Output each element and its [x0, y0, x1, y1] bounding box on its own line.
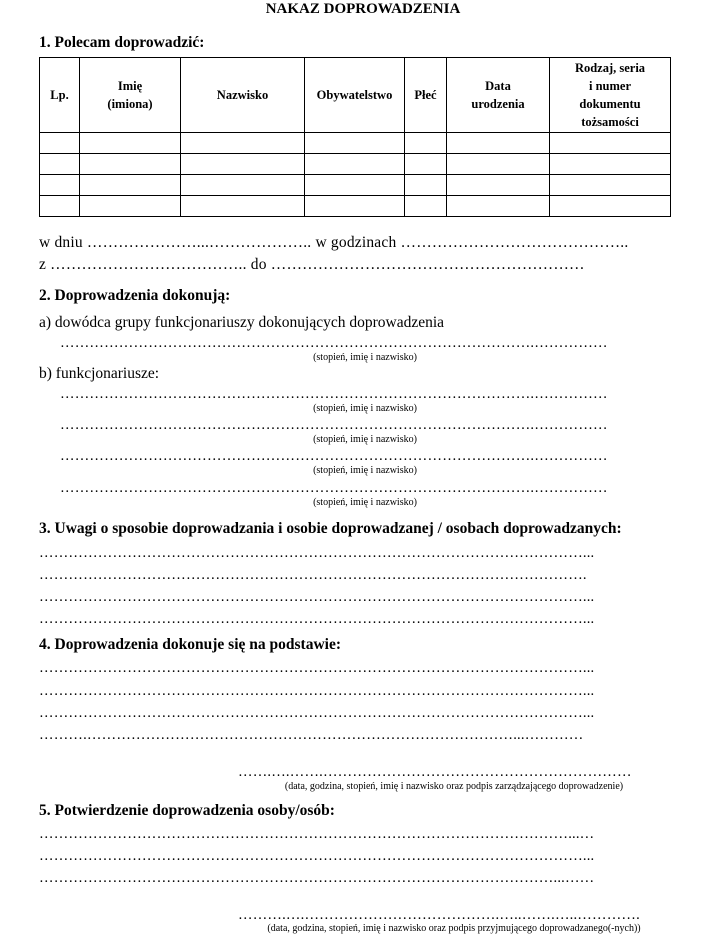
table-cell[interactable] [447, 133, 550, 154]
commander-label: a) dowódca grupy funkcjonariuszy dokonujących doprowadzenia [39, 314, 445, 331]
header-text-line: Data [485, 79, 511, 93]
table-row [40, 196, 671, 217]
section-4-heading: 4. Doprowadzenia dokonuje się na podstawie: [39, 636, 342, 653]
table-cell[interactable] [305, 133, 405, 154]
header-text-line: (imiona) [107, 97, 153, 111]
ordering-signature-line[interactable]: …….….…….……………………………………………………… [238, 764, 632, 780]
officer-caption: (stopień, imię i nazwisko) [313, 497, 417, 508]
header-text-line: Imię [117, 79, 143, 93]
table-cell[interactable] [181, 133, 305, 154]
table-cell[interactable] [447, 154, 550, 175]
header-text-line: Obywatelstwo [316, 88, 393, 102]
table-cell[interactable] [405, 196, 447, 217]
table-cell[interactable] [305, 175, 405, 196]
remarks-line[interactable]: …………………………………………………………………………………………………... [39, 611, 595, 627]
remarks-line[interactable]: …………………………………………………………………………………………………... [39, 589, 595, 605]
basis-line[interactable]: ……….……………………………………………………………………………...………… [39, 727, 584, 743]
table-cell[interactable] [181, 175, 305, 196]
table-row [40, 175, 671, 196]
table-cell[interactable] [40, 133, 80, 154]
section-5-heading: 5. Potwierdzenie doprowadzenia osoby/osób: [39, 802, 335, 819]
header-dokument [550, 58, 671, 133]
confirmation-line[interactable]: ………………………………………………………………………………………………...… [39, 826, 595, 842]
basis-line[interactable]: …………………………………………………………………………………………………... [39, 705, 595, 721]
basis-line[interactable]: …………………………………………………………………………………………………... [39, 660, 595, 676]
header-obywatelstwo [305, 58, 405, 133]
table-cell[interactable] [550, 133, 671, 154]
table-row [40, 133, 671, 154]
table-cell[interactable] [305, 196, 405, 217]
table-cell[interactable] [405, 133, 447, 154]
confirmation-line[interactable]: ……………………………………………………………………………………………...…… [39, 870, 595, 886]
document-title: NAKAZ DOPROWADZENIA [265, 1, 461, 17]
officer-caption: (stopień, imię i nazwisko) [313, 403, 417, 414]
header-text-line: dokumentu [579, 97, 641, 111]
officer-caption: (stopień, imię i nazwisko) [313, 434, 417, 445]
officer-dots-line[interactable]: …………………………………………………………………………………….…………… [60, 417, 608, 433]
header-text-line: i numer [588, 79, 631, 93]
header-text-line: Lp. [50, 88, 69, 102]
commander-dots-line[interactable]: …………………………………………………………………………………….…………… [60, 335, 608, 351]
table-cell[interactable] [40, 196, 80, 217]
table-cell[interactable] [405, 154, 447, 175]
commander-caption: (stopień, imię i nazwisko) [313, 352, 417, 363]
receiving-signature-line[interactable]: ……….….………………………………….…..…….…..…………. [238, 907, 640, 923]
from-to-line[interactable]: z ……………………………….. do …………………………………………………… [39, 256, 585, 273]
header-imie [80, 58, 181, 133]
receiving-signature-caption: (data, godzina, stopień, imię i nazwisko oraz podpis przyjmującego doprowadzanego(-nych)) [267, 923, 641, 934]
header-text-line: Rodzaj, seria [574, 61, 646, 75]
table-cell[interactable] [405, 175, 447, 196]
officer-caption: (stopień, imię i nazwisko) [313, 465, 417, 476]
header-data-urodzenia [447, 58, 550, 133]
table-cell[interactable] [40, 175, 80, 196]
table-cell[interactable] [80, 175, 181, 196]
remarks-line[interactable]: …………………………………………………………………………………………………... [39, 545, 595, 561]
section-1-heading: 1. Polecam doprowadzić: [39, 34, 205, 51]
officers-label: b) funkcjonariusze: [39, 365, 160, 382]
header-lp [40, 58, 80, 133]
confirmation-line[interactable]: …………………………………………………………………………………………………... [39, 848, 595, 864]
header-plec [405, 58, 447, 133]
table-cell[interactable] [550, 154, 671, 175]
header-text-line: Płeć [414, 88, 437, 102]
table-header-row [40, 58, 671, 133]
header-nazwisko [181, 58, 305, 133]
table-row [40, 154, 671, 175]
table-cell[interactable] [80, 133, 181, 154]
table-cell[interactable] [40, 154, 80, 175]
table-cell[interactable] [447, 175, 550, 196]
officer-dots-line[interactable]: …………………………………………………………………………………….…………… [60, 386, 608, 402]
table-cell[interactable] [181, 196, 305, 217]
persons-table [39, 57, 671, 217]
table-cell[interactable] [80, 154, 181, 175]
table-cell[interactable] [80, 196, 181, 217]
table-cell[interactable] [181, 154, 305, 175]
table-cell[interactable] [550, 196, 671, 217]
officer-dots-line[interactable]: …………………………………………………………………………………….…………… [60, 480, 608, 496]
basis-line[interactable]: …………………………………………………………………………………………………... [39, 683, 595, 699]
section-2-heading: 2. Doprowadzenia dokonują: [39, 287, 231, 304]
officer-dots-line[interactable]: …………………………………………………………………………………….…………… [60, 448, 608, 464]
ordering-signature-caption: (data, godzina, stopień, imię i nazwisko oraz podpis zarządzającego doprowadzenie) [284, 781, 624, 792]
table-cell[interactable] [550, 175, 671, 196]
section-3-heading: 3. Uwagi o sposobie doprowadzania i osobie doprowadzanej / osobach doprowadzanych: [39, 520, 622, 537]
table-cell[interactable] [305, 154, 405, 175]
table-cell[interactable] [447, 196, 550, 217]
header-text-line: tożsamości [581, 115, 639, 129]
header-text-line: urodzenia [471, 97, 525, 111]
header-text-line: Nazwisko [216, 88, 269, 102]
remarks-line[interactable]: …………………………………………………………………………………………………. [39, 567, 587, 583]
date-hour-line[interactable]: w dniu …………………...……………….. w godzinach …………………………………….. [39, 234, 629, 251]
